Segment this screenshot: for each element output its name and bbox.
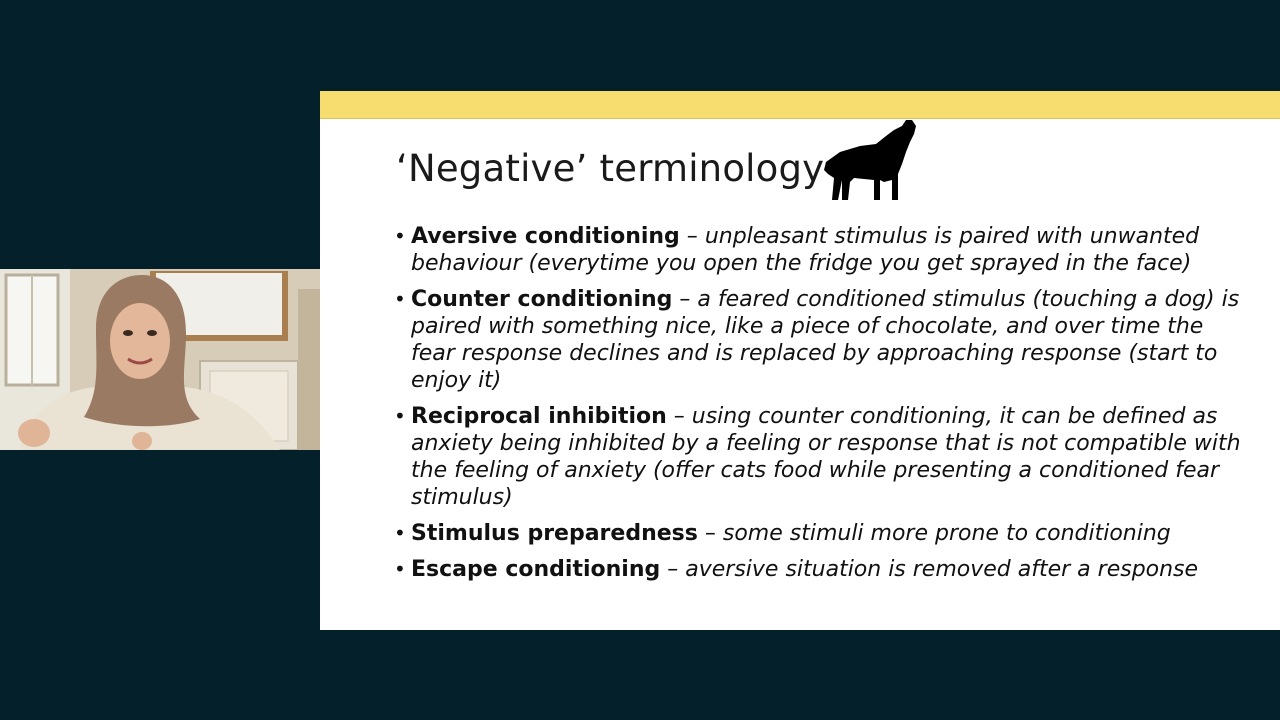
bullet-dot: • [394, 287, 406, 311]
list-item [394, 520, 1254, 547]
bullet-term: Escape conditioning [411, 557, 661, 582]
slide-accent-bar [320, 91, 1280, 119]
bullet-term: Reciprocal inhibition [411, 404, 667, 429]
bullet-description: using counter conditioning, it can be defined as anxiety being inhibited by a feeling or response that is not compatible with the feeling of anxiety (offer cats food while presenting a conditioned fear stimulus) [411, 404, 1241, 510]
bullet-separator: – [697, 521, 723, 546]
bullet-dot: • [394, 521, 406, 545]
bullet-separator: – [660, 557, 686, 582]
howling-wolf-icon [820, 118, 918, 202]
presentation-slide [320, 91, 1280, 630]
bullet-separator: – [679, 224, 705, 249]
presenter-webcam-tile [0, 269, 320, 450]
bullet-term: Counter conditioning [411, 287, 673, 312]
terminology-list [394, 223, 1254, 592]
bullet-term: Aversive conditioning [411, 224, 680, 249]
bullet-separator: – [672, 287, 698, 312]
bullet-description: some stimuli more prone to conditioning [722, 521, 1171, 546]
bullet-term: Stimulus preparedness [411, 521, 698, 546]
bullet-dot: • [394, 404, 406, 428]
list-item [394, 286, 1254, 394]
list-item [394, 556, 1254, 583]
bullet-separator: – [666, 404, 692, 429]
list-item [394, 223, 1254, 277]
list-item [394, 403, 1254, 511]
bullet-description: unpleasant stimulus is paired with unwanted behaviour (everytime you open the fridge you get sprayed in the face) [411, 224, 1200, 276]
bullet-description: a feared conditioned stimulus (touching a dog) is paired with something nice, like a piece of chocolate, and over time the fear response declines and is replaced by approaching response (start to enjoy it) [411, 287, 1240, 393]
slide-title: ‘Negative’ terminology [396, 147, 825, 190]
bullet-description: aversive situation is removed after a response [685, 557, 1199, 582]
presenter-video-feed [0, 269, 320, 450]
bullet-dot: • [394, 557, 406, 581]
bullet-dot: • [394, 224, 406, 248]
